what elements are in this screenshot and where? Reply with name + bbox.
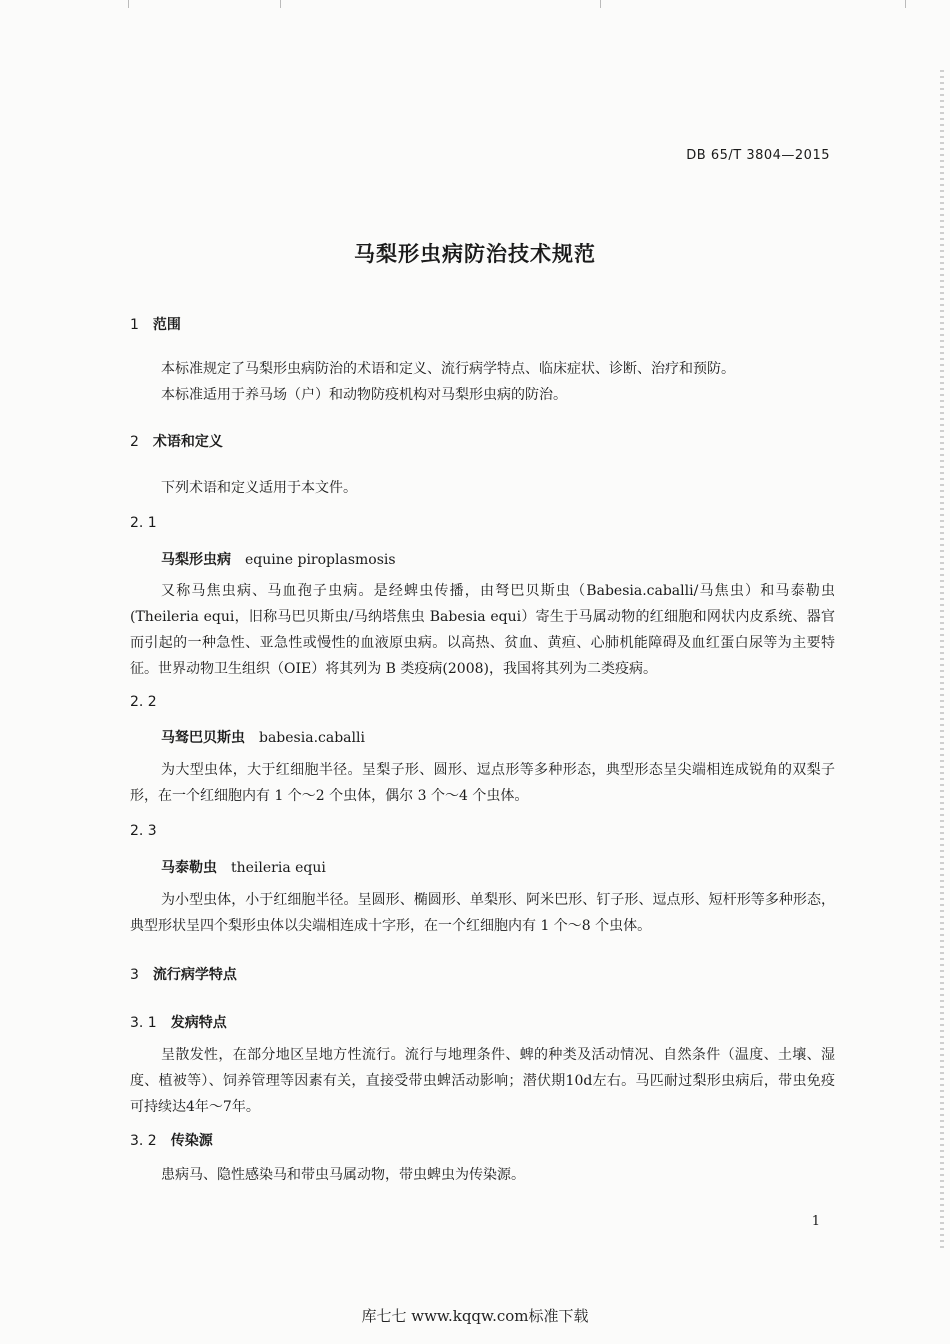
- subsection-number: 3. 2: [130, 1133, 157, 1149]
- scan-tick: [905, 0, 906, 8]
- term-definition: 为大型虫体，大于红细胞半径。呈梨子形、圆形、逗点形等多种形态，典型形态呈尖端相连成锐角的双梨子形，在一个红细胞内有 1 个～2 个虫体，偶尔 3 个～4 个虫体。: [130, 762, 835, 804]
- paragraph: 本标准适用于养马场（户）和动物防疫机构对马梨形虫病的防治。: [161, 387, 567, 403]
- section-title: 流行病学特点: [152, 967, 237, 983]
- clause-number: 2. 1: [130, 515, 157, 531]
- footer-watermark: 库七七 www.kqqw.com标准下载: [361, 1307, 589, 1325]
- section-2-heading: [130, 431, 223, 451]
- standard-code: DB 65/T 3804—2015: [686, 148, 830, 163]
- term-english: equine piroplasmosis: [245, 552, 396, 568]
- document-title: 马梨形虫病防治技术规范: [354, 242, 596, 266]
- paragraph: 呈散发性，在部分地区呈地方性流行。流行与地理条件、蜱的种类及活动情况、自然条件（温度、土壤、湿度、植被等）、饲养管理等因素有关，直接受带虫蜱活动影响；潜伏期10d左右。马匹耐过梨形虫病后，带虫免疫可持续达4年～7年。: [130, 1047, 835, 1115]
- term-entry: [161, 857, 326, 877]
- section-title: 术语和定义: [152, 434, 223, 450]
- term-definition: 为小型虫体，小于红细胞半径。呈圆形、椭圆形、单梨形、阿米巴形、钉子形、逗点形、短杆形等多种形态，典型形状呈四个梨形虫体以尖端相连成十字形，在一个红细胞内有 1 个～8 个虫体。: [130, 892, 835, 934]
- subsection-title: 发病特点: [170, 1015, 227, 1031]
- paragraph: 本标准规定了马梨形虫病防治的术语和定义、流行病学特点、临床症状、诊断、治疗和预防。: [161, 361, 735, 377]
- scan-tick: [600, 0, 601, 8]
- subsection-3-2-heading: [130, 1130, 213, 1150]
- term-chinese: 马驽巴贝斯虫: [161, 730, 245, 746]
- term-chinese: 马泰勒虫: [161, 860, 217, 876]
- term-chinese: 马梨形虫病: [161, 552, 231, 568]
- term-entry: [161, 549, 396, 569]
- clause-number: 2. 3: [130, 823, 157, 839]
- subsection-3-1-heading: [130, 1012, 227, 1032]
- paragraph: 下列术语和定义适用于本文件。: [161, 480, 357, 496]
- page-number: 1: [811, 1214, 820, 1229]
- subsection-number: 3. 1: [130, 1015, 157, 1031]
- section-number: 1: [130, 317, 139, 333]
- scan-tick: [280, 0, 281, 8]
- term-english: babesia.caballi: [259, 730, 365, 746]
- scan-tick: [128, 0, 129, 8]
- paragraph: 患病马、隐性感染马和带虫马属动物，带虫蜱虫为传染源。: [161, 1167, 525, 1183]
- section-number: 3: [130, 967, 139, 983]
- section-1-heading: [130, 314, 181, 334]
- term-definition: 又称马焦虫病、马血孢子虫病。是经蜱虫传播，由弩巴贝斯虫（Babesia.caballi/马焦虫）和马泰勒虫(Theileria equi，旧称马巴贝斯虫/马纳塔焦虫 Babesia equi）寄生于马属动物的红细胞和网状内皮系统、器官而引起的一种急性、亚急性或慢性的血液原虫病。以高热、贫血、黄疸、心肺机能障碍及血红蛋白尿等为主要特征。世界动物卫生组织（OIE）将其列为 B 类疫病(2008)，我国将其列为二类疫病。: [130, 583, 835, 677]
- term-english: theileria equi: [231, 860, 326, 876]
- section-number: 2: [130, 434, 139, 450]
- subsection-title: 传染源: [170, 1133, 213, 1149]
- section-title: 范围: [152, 317, 181, 333]
- clause-number: 2. 2: [130, 694, 157, 710]
- term-entry: [161, 727, 365, 747]
- section-3-heading: [130, 964, 237, 984]
